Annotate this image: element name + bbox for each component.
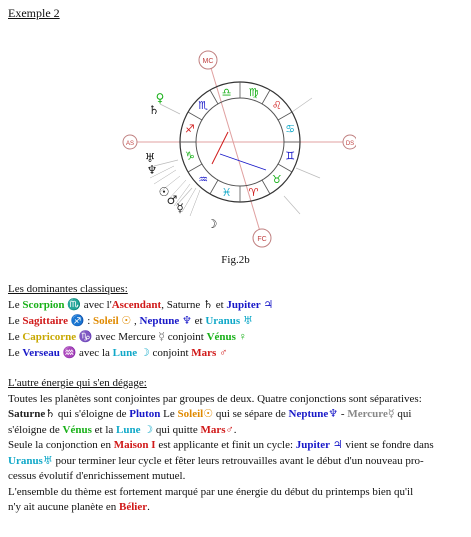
text: qui se sépare de: [213, 408, 289, 420]
figure-caption: Fig.2b: [221, 254, 250, 266]
example-title: Exemple 2: [8, 6, 60, 20]
jupiter-icon: ♃: [263, 299, 274, 311]
mars: Mars: [200, 423, 226, 436]
text: et la: [91, 423, 117, 436]
text: avec l': [81, 299, 112, 311]
energie-section: [8, 376, 464, 516]
zodiac-sign-icon: ♎: [221, 85, 232, 99]
ds-label: DS: [345, 141, 355, 147]
venus: Vénus: [62, 423, 92, 436]
planet-icon: ☿: [176, 201, 184, 215]
soleil: Soleil: [93, 315, 119, 327]
text: Le: [8, 299, 23, 311]
mercure: Mercure: [347, 408, 388, 420]
zodiac-sign-icon: ♊: [285, 149, 296, 163]
text: , Saturne: [161, 299, 204, 311]
text: -: [338, 408, 348, 420]
maison-1: Maison I: [113, 439, 156, 451]
energie-p1-line1: Toutes les planètes sont conjointes par groupes de deux. Quatre conjonctions sont séparatives:: [8, 392, 422, 405]
planet-icon: ♅: [144, 151, 156, 165]
text: Le: [8, 331, 23, 343]
planet-icon: ♂: [166, 193, 178, 207]
text: est applicante et finit un cycle:: [155, 439, 296, 451]
dominante-line-4: [8, 345, 273, 361]
zodiac-sign-icon: ♑: [184, 149, 195, 163]
mercury-icon: ☿: [158, 331, 165, 343]
mars-icon: ♂: [219, 347, 228, 359]
saturne: Saturne: [8, 408, 46, 420]
planet-icon: ☉: [158, 185, 170, 199]
scorpion-icon: ♏: [67, 299, 81, 311]
uranus-icon: ♅: [42, 454, 53, 467]
natal-chart: [116, 38, 356, 252]
jupiter: Jupiter: [295, 439, 331, 451]
capricorn-icon: ♑: [78, 331, 93, 343]
jupiter: Jupiter: [226, 299, 261, 311]
saturn-icon: ♄: [45, 408, 56, 420]
neptune-icon: ♆: [182, 315, 192, 327]
energie-p1-line2: [8, 407, 464, 423]
neptune-icon: ♆: [328, 408, 339, 420]
moon-icon: ☽: [143, 423, 154, 436]
zodiac-sign-icon: ♏: [198, 99, 209, 113]
text: Le: [8, 315, 23, 327]
sagittarius-icon: ♐: [70, 315, 85, 327]
text: conjoint: [165, 331, 207, 343]
text: Le: [8, 347, 23, 359]
dominante-line-2: [8, 313, 273, 329]
dominantes-section: [8, 281, 273, 361]
sun-icon: ☉: [203, 408, 214, 420]
dominante-line-3: [8, 329, 273, 345]
text: et: [191, 315, 206, 327]
as-label: AS: [125, 141, 135, 147]
belier: Bélier: [119, 501, 148, 513]
text: qui: [394, 408, 412, 420]
text: n'y ait aucune planète en: [8, 501, 120, 513]
moon-icon: ☽: [139, 347, 150, 359]
text: conjoint: [149, 347, 192, 359]
uranus-icon: ♅: [242, 315, 253, 327]
zodiac-sign-icon: ♒: [198, 172, 209, 186]
fc-label: FC: [257, 236, 267, 243]
energie-p2-line2: [8, 454, 464, 470]
planet-icon: ♀: [155, 91, 165, 105]
text: Seule la conjonction en: [8, 439, 114, 451]
uranus: Uranus: [205, 315, 241, 327]
capricorne: Capricorne: [22, 331, 77, 343]
text: s'éloigne de: [8, 423, 63, 436]
text: :: [84, 315, 93, 327]
sun-icon: ☉: [121, 315, 132, 327]
energie-p2-line1: [8, 438, 464, 454]
sagittaire: Sagittaire: [22, 315, 68, 327]
zodiac-sign-icon: ♐: [184, 122, 195, 136]
planet-icon: ☽: [206, 217, 218, 231]
text: et: [212, 299, 227, 311]
energie-p2-line3: cessus évolutif d'enrichissement mutuel.: [8, 470, 186, 482]
dominante-line-1: [8, 297, 273, 313]
text: Le: [160, 408, 178, 420]
text: avec la: [76, 347, 113, 359]
neptune: Neptune: [288, 408, 329, 420]
zodiac-sign-icon: ♓: [221, 186, 232, 200]
dominantes-heading: Les dominantes classiques:: [8, 283, 128, 295]
energie-heading: L'autre énergie qui s'en dégage:: [8, 377, 147, 389]
zodiac-sign-icon: ♍: [248, 85, 259, 99]
soleil: Soleil: [177, 408, 204, 420]
text: qui quitte: [153, 423, 201, 436]
ascendant: Ascendant: [111, 299, 162, 311]
text: qui s'éloigne de: [55, 408, 130, 420]
zodiac-sign-icon: ♌: [271, 99, 282, 113]
mars-icon: ♂: [225, 423, 234, 436]
aquarius-icon: ♒: [62, 347, 77, 359]
energie-p3-line1: L'ensemble du thème est fortement marqué par une énergie du début du printemps bien qu'il: [8, 485, 414, 498]
saturn-icon: ♄: [203, 299, 213, 311]
text: vient se fondre dans: [342, 439, 434, 451]
neptune: Neptune: [139, 315, 180, 327]
energie-p3-line2: [8, 500, 464, 516]
venus-icon: ♀: [238, 331, 247, 343]
text: .: [147, 501, 150, 513]
lune: Lune: [116, 423, 141, 436]
pluton: Pluton: [129, 408, 161, 420]
mc-label: MC: [202, 58, 214, 65]
zodiac-sign-icon: ♈: [248, 186, 259, 200]
scorpion: Scorpion: [22, 299, 65, 311]
mars: Mars: [191, 347, 217, 359]
jupiter-icon: ♃: [332, 439, 343, 451]
mercury-icon: ☿: [387, 408, 395, 420]
venus: Vénus: [206, 331, 236, 343]
text: pour terminer leur cycle et fêter leurs retrouvailles avant le début d'un nouveau pro-: [52, 454, 424, 467]
zodiac-sign-icon: ♋: [285, 122, 296, 136]
uranus: Uranus: [8, 454, 43, 467]
lune: Lune: [112, 347, 138, 359]
text: .: [233, 423, 237, 436]
planet-icon: ♄: [148, 103, 160, 117]
text: avec Mercure: [92, 331, 159, 343]
energie-p1-line3: [8, 423, 464, 439]
text: ,: [131, 315, 140, 327]
verseau: Verseau: [22, 347, 60, 359]
planet-icon: ♆: [146, 163, 158, 177]
zodiac-sign-icon: ♉: [271, 172, 282, 186]
